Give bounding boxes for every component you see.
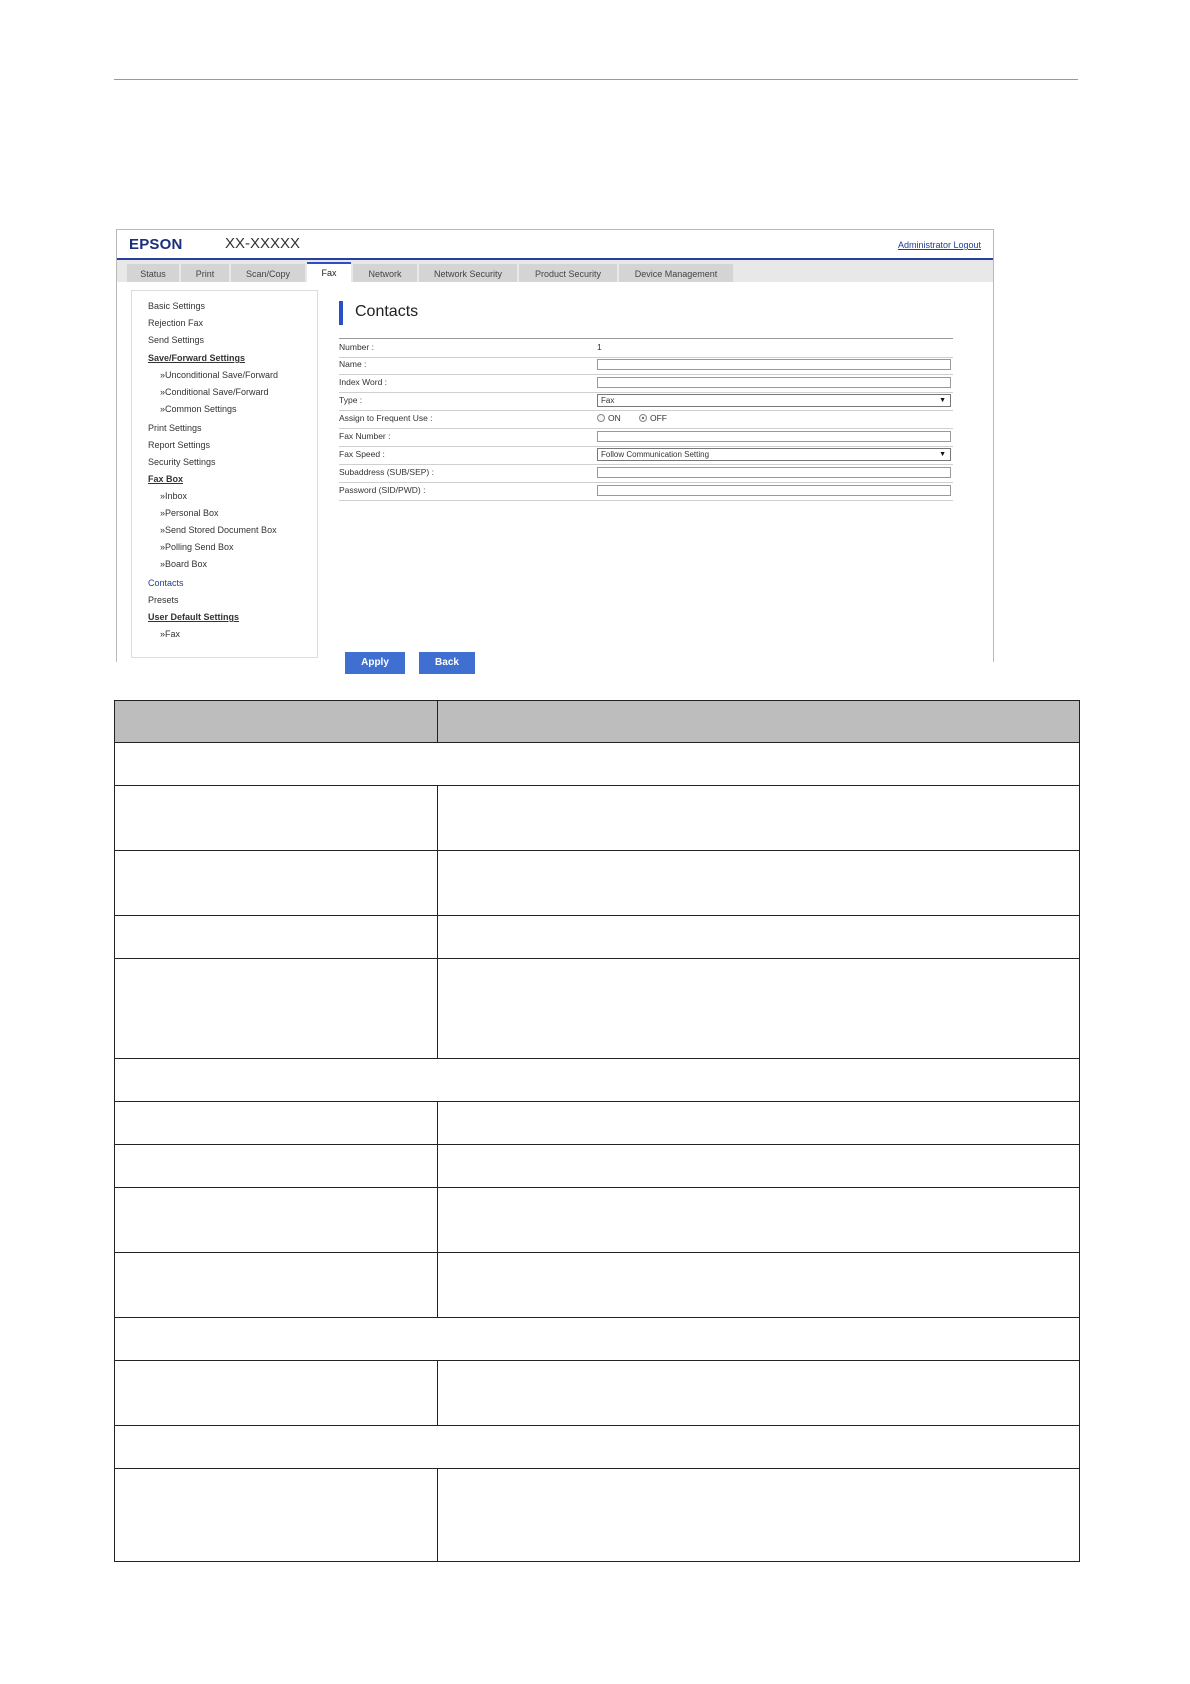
- sidebar-item-rejection-fax[interactable]: Rejection Fax: [148, 318, 204, 328]
- app-header: [117, 230, 993, 260]
- column-divider: [437, 701, 438, 743]
- tab-network[interactable]: Network: [353, 264, 417, 282]
- form-row-fax-speed: [339, 446, 953, 465]
- sidebar-item-fax[interactable]: »Fax: [160, 629, 181, 639]
- title-accent-bar: [339, 301, 343, 325]
- frequent-on-label: ON: [608, 413, 621, 423]
- column-divider: [437, 785, 438, 1058]
- column-divider: [437, 1360, 438, 1425]
- form-row-subaddress: [339, 464, 953, 483]
- frequent-off-radio[interactable]: [639, 413, 667, 423]
- table-header: [115, 701, 1079, 743]
- row-divider: [115, 1144, 1079, 1145]
- name-label: Name :: [339, 359, 367, 369]
- frequent-on-radio[interactable]: [597, 413, 621, 423]
- fax-speed-select-value: Follow Communication Setting: [601, 450, 710, 459]
- tab-device-management[interactable]: Device Management: [619, 264, 733, 282]
- page-title: Contacts: [355, 303, 419, 320]
- index-word-label: Index Word :: [339, 377, 388, 387]
- fax-speed-select[interactable]: [597, 448, 951, 461]
- sidebar-item-security-settings[interactable]: Security Settings: [148, 457, 216, 467]
- chevron-down-icon: ▼: [939, 451, 946, 458]
- form-row-number: [339, 338, 953, 358]
- sidebar-item-basic-settings[interactable]: Basic Settings: [148, 301, 206, 311]
- row-divider: [115, 850, 1079, 851]
- form-row-index-word: [339, 374, 953, 393]
- row-divider: [115, 1101, 1079, 1102]
- settings-description-table: [114, 700, 1080, 1562]
- sidebar-item-personal-box[interactable]: »Personal Box: [160, 508, 219, 518]
- form-row-frequent-use: [339, 410, 953, 429]
- sidebar-item-presets[interactable]: Presets: [148, 595, 179, 605]
- subaddress-input[interactable]: [597, 467, 951, 478]
- row-divider: [115, 915, 1079, 916]
- chevron-down-icon: ▼: [939, 397, 946, 404]
- sidebar-item-conditional-save-forward[interactable]: »Conditional Save/Forward: [160, 387, 269, 397]
- type-select[interactable]: [597, 394, 951, 407]
- sidebar-item-user-default-settings[interactable]: User Default Settings: [148, 612, 240, 622]
- sidebar-item-send-stored-document-box[interactable]: »Send Stored Document Box: [160, 525, 277, 535]
- row-divider: [115, 958, 1079, 959]
- password-input[interactable]: [597, 485, 951, 496]
- tab-fax[interactable]: Fax: [307, 262, 351, 282]
- sidebar-item-contacts[interactable]: Contacts: [148, 578, 184, 588]
- column-divider: [437, 1468, 438, 1562]
- number-value: 1: [597, 342, 602, 352]
- top-rule: [114, 79, 1078, 80]
- sidebar-item-report-settings[interactable]: Report Settings: [148, 440, 211, 450]
- web-config-screenshot: [116, 229, 994, 668]
- password-label: Password (SID/PWD) :: [339, 485, 426, 495]
- tab-product-security[interactable]: Product Security: [519, 264, 617, 282]
- type-select-value: Fax: [601, 396, 615, 405]
- model-name: XX-XXXXX: [225, 235, 301, 252]
- row-divider: [115, 1317, 1079, 1318]
- row-divider: [115, 785, 1079, 786]
- subaddress-label: Subaddress (SUB/SEP) :: [339, 467, 434, 477]
- number-label: Number :: [339, 342, 374, 352]
- row-divider: [115, 1187, 1079, 1188]
- tab-print[interactable]: Print: [181, 264, 229, 282]
- radio-on-icon: [639, 414, 647, 422]
- column-divider: [437, 1101, 438, 1317]
- sidebar: [131, 290, 318, 658]
- form-row-name: [339, 356, 953, 375]
- sidebar-item-inbox[interactable]: »Inbox: [160, 491, 188, 501]
- row-divider: [115, 1058, 1079, 1059]
- sidebar-item-save-forward-settings[interactable]: Save/Forward Settings: [148, 353, 246, 363]
- sidebar-item-send-settings[interactable]: Send Settings: [148, 335, 205, 345]
- administrator-logout-link[interactable]: Administrator Logout: [897, 240, 981, 250]
- sidebar-item-board-box[interactable]: »Board Box: [160, 559, 208, 569]
- fax-number-input[interactable]: [597, 431, 951, 442]
- radio-off-icon: [597, 414, 605, 422]
- form-row-type: [339, 392, 953, 411]
- form-row-fax-number: [339, 428, 953, 447]
- tab-network-security[interactable]: Network Security: [419, 264, 517, 282]
- index-word-input[interactable]: [597, 377, 951, 388]
- sidebar-item-print-settings[interactable]: Print Settings: [148, 423, 202, 433]
- frequent-use-label: Assign to Frequent Use :: [339, 413, 433, 423]
- row-divider: [115, 1425, 1079, 1426]
- back-button[interactable]: Back: [419, 652, 475, 674]
- sidebar-item-unconditional-save-forward[interactable]: »Unconditional Save/Forward: [160, 370, 279, 380]
- name-input[interactable]: [597, 359, 951, 370]
- frequent-off-label: OFF: [650, 413, 667, 423]
- apply-button[interactable]: Apply: [345, 652, 405, 674]
- sidebar-item-common-settings[interactable]: »Common Settings: [160, 404, 237, 414]
- content-area: [117, 282, 993, 668]
- type-label: Type :: [339, 395, 363, 405]
- epson-logo: EPSON: [129, 236, 183, 253]
- form-row-password: [339, 482, 953, 501]
- sidebar-item-fax-box[interactable]: Fax Box: [148, 474, 184, 484]
- fax-number-label: Fax Number :: [339, 431, 391, 441]
- tab-status[interactable]: Status: [127, 264, 179, 282]
- row-divider: [115, 1468, 1079, 1469]
- row-divider: [115, 1252, 1079, 1253]
- fax-speed-label: Fax Speed :: [339, 449, 385, 459]
- tab-scan-copy[interactable]: Scan/Copy: [231, 264, 305, 282]
- row-divider: [115, 1360, 1079, 1361]
- sidebar-item-polling-send-box[interactable]: »Polling Send Box: [160, 542, 234, 552]
